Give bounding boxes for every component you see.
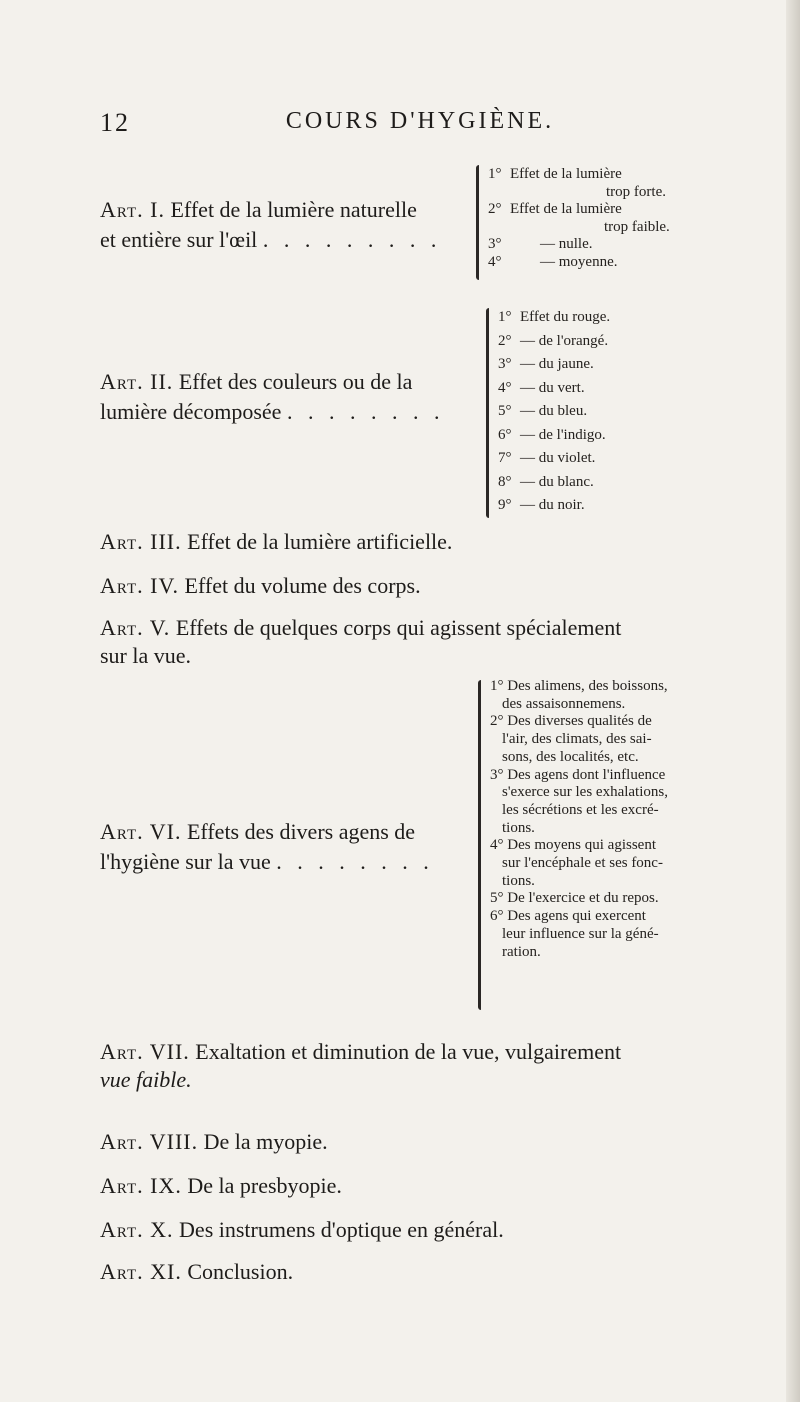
article-6-item-2b: l'air, des climats, des sai- [502, 731, 652, 748]
article-6-item-3c: les sécrétions et les excré- [502, 801, 659, 818]
article-9-title: De la presbyopie. [187, 1173, 342, 1198]
article-6-item-3d: tions. [502, 819, 535, 836]
article-6-brace [478, 680, 481, 1010]
article-4 [100, 572, 421, 600]
article-7-label: Art. VII. [100, 1039, 190, 1064]
article-2-item-6: 6° — de l'indigo. [498, 426, 606, 443]
article-1-item-2: 2° Effet de la lumière [488, 201, 622, 217]
article-2-brace [486, 308, 489, 518]
article-6-item-5: 5° De l'exercice et du repos. [490, 890, 659, 907]
article-5-line1 [100, 614, 750, 642]
article-8-label: Art. VIII. [100, 1129, 199, 1154]
page-number: 12 [100, 108, 130, 137]
article-2 [100, 368, 444, 426]
article-6-title-line1: Effets des divers agens de [186, 819, 416, 844]
article-1-item-1: 1° Effet de la lumière [488, 166, 622, 182]
article-6-leader: . . . . . . . . [276, 849, 434, 874]
article-1-brace [476, 165, 479, 280]
article-2-item-2: 2° — de l'orangé. [498, 332, 609, 349]
article-2-leader: . . . . . . . . [286, 399, 445, 424]
article-6-subitems [490, 678, 770, 961]
article-11 [100, 1258, 293, 1286]
article-1-item-1b: trop forte. [606, 183, 666, 200]
article-8 [100, 1128, 328, 1156]
article-2-item-8: 8° — du blanc. [498, 473, 594, 490]
article-2-item-3: 3° — du jaune. [498, 356, 594, 372]
article-4-title: Effet du volume des corps. [184, 573, 421, 598]
article-2-title-line1: Effet des couleurs ou de la [178, 369, 413, 394]
article-5-title-line2: sur la vue. [100, 643, 192, 668]
article-2-item-4: 4° — du vert. [498, 379, 585, 396]
article-3-label: Art. III. [100, 529, 182, 554]
article-11-label: Art. XI. [100, 1259, 182, 1284]
article-3 [100, 528, 452, 556]
article-1-line2 [100, 226, 441, 254]
article-6-item-4c: tions. [502, 872, 535, 889]
article-1-title-line2: et entière sur l'œil [100, 227, 258, 252]
article-2-item-5: 5° — du bleu. [498, 403, 588, 419]
article-1-subitems [488, 166, 670, 271]
article-9 [100, 1172, 342, 1200]
article-7 [100, 1038, 750, 1094]
article-1-item-2b: trop faible. [604, 218, 670, 235]
article-6 [100, 818, 434, 876]
article-6-line2 [100, 848, 434, 876]
article-2-item-7: 7° — du violet. [498, 450, 596, 466]
article-2-subitems [498, 306, 610, 518]
article-1-item-4: 4° — moyenne. [488, 253, 618, 270]
article-6-item-4: 4° Des moyens qui agissent [490, 837, 656, 854]
article-1-label: Art. I. [100, 197, 165, 222]
page-edge [786, 0, 800, 1402]
article-6-item-6c: ration. [502, 943, 541, 960]
article-3-title: Effet de la lumière artificielle. [187, 529, 453, 554]
article-10-label: Art. X. [100, 1217, 174, 1242]
article-6-item-3: 3° Des agens dont l'influence [490, 766, 666, 783]
article-6-item-1b: des assaisonnemens. [502, 695, 626, 712]
article-6-item-2c: sons, des localités, etc. [502, 748, 639, 765]
article-5-title-line1: Effets de quelques corps qui agissent spécialement [175, 615, 622, 640]
article-6-line1 [100, 818, 434, 846]
article-1-leader: . . . . . . . . . [262, 227, 442, 252]
article-7-line1 [100, 1038, 750, 1066]
article-2-line1 [100, 368, 444, 396]
article-6-item-6: 6° Des agens qui exercent [490, 908, 646, 925]
article-7-title-line1: Exaltation et diminution de la vue, vulgairement [195, 1039, 622, 1064]
article-6-item-3b: s'exerce sur les exhalations, [502, 784, 668, 801]
article-5 [100, 614, 750, 670]
article-6-item-2: 2° Des diverses qualités de [490, 713, 652, 730]
article-4-label: Art. IV. [100, 573, 180, 598]
running-title: COURS D'HYGIÈNE. [285, 108, 555, 134]
article-6-item-6b: leur influence sur la géné- [502, 925, 659, 942]
article-2-item-9: 9° — du noir. [498, 497, 585, 513]
article-6-item-1: 1° Des alimens, des boissons, [490, 678, 668, 694]
article-1 [100, 196, 441, 254]
article-10 [100, 1216, 504, 1244]
article-2-title-line2: lumière décomposée [100, 399, 282, 424]
page-header [100, 108, 740, 138]
article-11-title: Conclusion. [187, 1259, 294, 1284]
article-2-label: Art. II. [100, 369, 174, 394]
article-7-title-line2: vue faible. [100, 1067, 192, 1092]
article-9-label: Art. IX. [100, 1173, 182, 1198]
article-6-item-4b: sur l'encéphale et ses fonc- [502, 855, 663, 872]
article-10-title: Des instrumens d'optique en général. [179, 1217, 504, 1242]
article-1-item-3: 3° — nulle. [488, 236, 593, 252]
article-6-label: Art. VI. [100, 819, 182, 844]
article-6-title-line2: l'hygiène sur la vue [100, 849, 271, 874]
article-2-item-1: 1° Effet du rouge. [498, 309, 611, 325]
article-8-title: De la myopie. [203, 1129, 328, 1154]
article-1-line1 [100, 196, 441, 224]
article-1-title-line1: Effet de la lumière naturelle [170, 197, 417, 222]
article-2-line2 [100, 398, 444, 426]
article-5-label: Art. V. [100, 615, 171, 640]
